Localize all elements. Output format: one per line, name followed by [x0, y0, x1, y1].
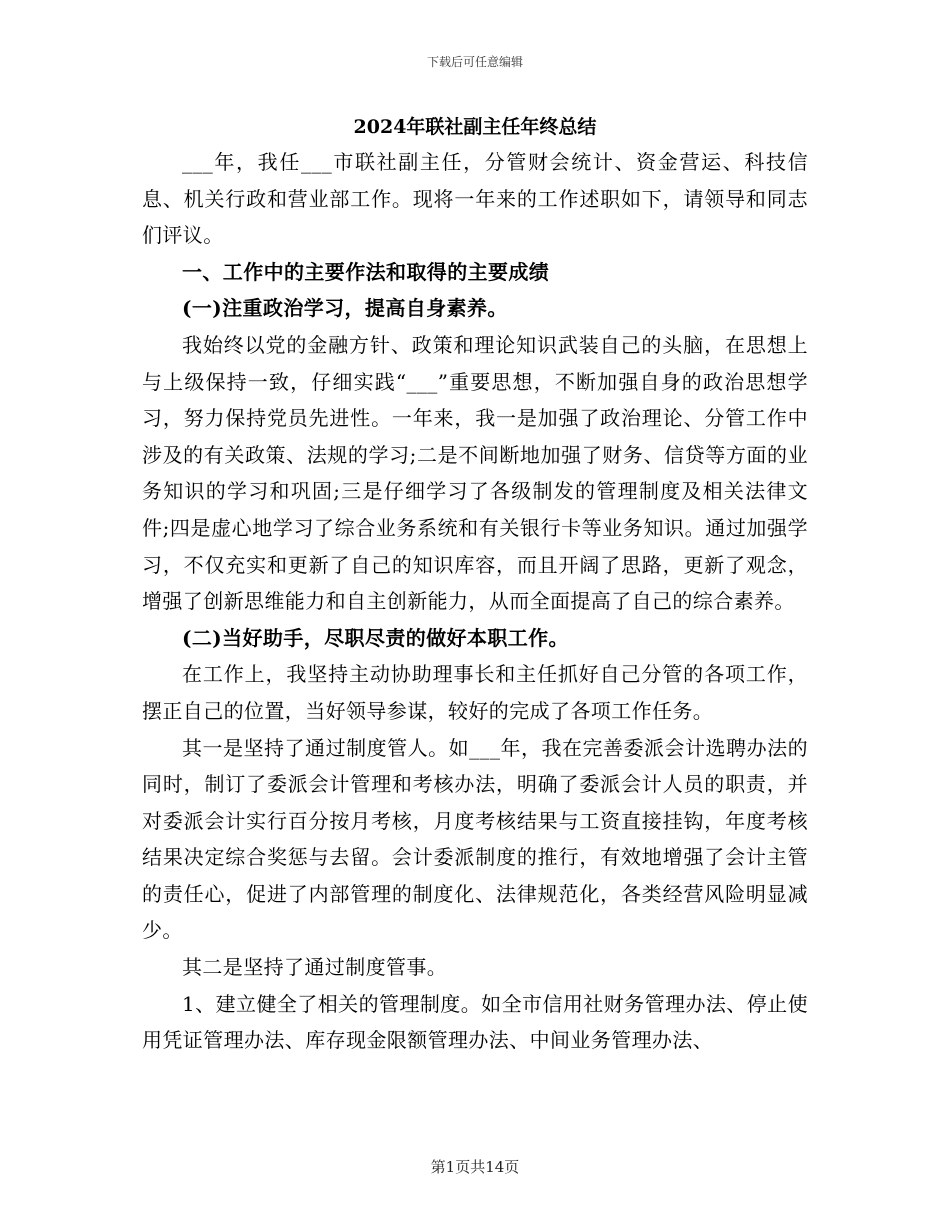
page-number: 第1页共14页 [430, 1158, 520, 1176]
header-note: 下载后可任意编辑 [426, 55, 523, 69]
rules-people-paragraph: 其一是坚持了通过制度管人。如___年，我在完善委派会计选聘办法的同时，制订了委派会计管理和考核办法，明确了委派会计人员的职责，并对委派会计实行百分按月考核，月度考核结果与工资直接挂钩，年度考核结果决定综合奖惩与去留。会计委派制度的推行，有效地增强了会计主管的责任心，促进了内部管理的制度化、法律规范化，各类经营风险明显减少。 [142, 735, 808, 943]
section-heading-1: 一、工作中的主要作法和取得的主要成绩 [182, 259, 550, 284]
subsection-heading-1: (一)注重政治学习，提高自身素养。 [182, 296, 508, 321]
rules-affairs-paragraph: 其二是坚持了通过制度管事。 [182, 955, 448, 980]
item-1-paragraph: 1、建立健全了相关的管理制度。如全市信用社财务管理办法、停止使用凭证管理办法、库存现金限额管理办法、中间业务管理办法、 [142, 991, 808, 1053]
document-body [142, 112, 808, 1059]
work-paragraph: 在工作上，我坚持主动协助理事长和主任抓好自己分管的各项工作，摆正自己的位置，当好领导参谋，较好的完成了各项工作任务。 [142, 662, 808, 723]
intro-paragraph: ___年，我任___市联社副主任，分管财会统计、资金营运、科技信息、机关行政和营业部工作。现将一年来的工作述职如下，请领导和同志们评议。 [142, 150, 808, 248]
study-paragraph: 我始终以党的金融方针、政策和理论知识武装自己的头脑，在思想上与上级保持一致，仔细实践“___”重要思想，不断加强自身的政治思想学习，努力保持党员先进性。一年来，我一是加强了政治理论、分管工作中涉及的有关政策、法规的学习;二是不间断地加强了财务、信贷等方面的业务知识的学习和巩固;三是仔细学习了各级制发的管理制度及相关法律文件;四是虚心地学习了综合业务系统和有关银行卡等业务知识。通过加强学习，不仅充实和更新了自己的知识库容，而且开阔了思路，更新了观念，增强了创新思维能力和自主创新能力，从而全面提高了自己的综合素养。 [142, 332, 808, 614]
subsection-heading-2: (二)当好助手，尽职尽责的做好本职工作。 [182, 625, 569, 650]
document-title: 2024年联社副主任年终总结 [353, 116, 597, 138]
